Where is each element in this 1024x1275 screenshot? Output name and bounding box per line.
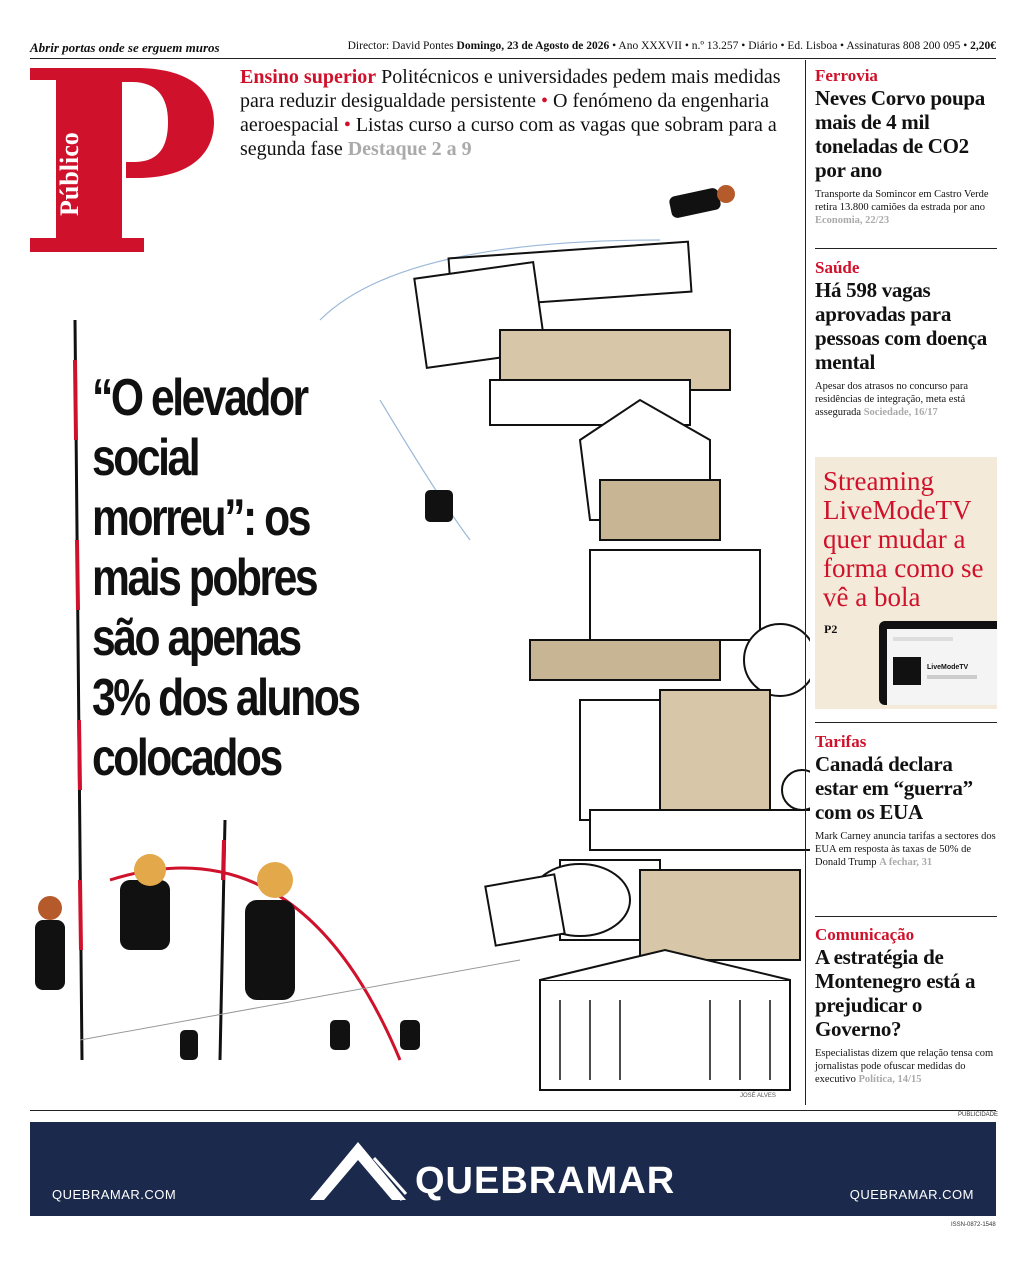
divider (815, 722, 997, 723)
item-title: A estratégia de Montenegro está a prejudicar o Governo? (815, 945, 976, 1041)
screen-label: LiveModeTV (927, 664, 969, 671)
item-lede: Apesar dos atrasos no concurso para residências de integração, meta está assegurada Sociedade, 16/17 (815, 381, 969, 418)
issn: ISSN-0872-1548 (951, 1222, 996, 1228)
sidebar (805, 60, 997, 1105)
sidebar-item-saude[interactable] (815, 258, 997, 419)
director: Director: David Pontes (347, 40, 454, 52)
quebramar-logo-icon (308, 1140, 408, 1202)
item-title: Neves Corvo poupa mais de 4 mil toneladas de CO2 por ano (815, 86, 985, 182)
item-title: Há 598 vagas aprovadas para pessoas com doença mental (815, 278, 987, 374)
item-kicker: Ferrovia (815, 66, 878, 85)
item-page-ref: Economia, 22/23 (815, 215, 890, 226)
promo-section: P2 (824, 622, 838, 636)
divider (30, 1110, 996, 1111)
bullet: • (540, 90, 548, 112)
item-lede: Mark Carney anuncia tarifas a sectores dos EUA em resposta às taxas de 50% de Donald Trump A fechar, 31 (815, 831, 996, 868)
sidebar-item-comunicacao[interactable] (815, 925, 997, 1086)
item-lede: Especialistas dizem que relação tensa com jornalistas pode ofuscar medidas do executivo Política, 14/15 (815, 1048, 994, 1085)
lead-text-1: Politécnicos e universidades pedem mais medidas para reduzir desigualdade persistente (240, 66, 781, 112)
promo-title: Streaming LiveModeTV quer mudar a forma como se vê a bola (823, 466, 984, 612)
item-title: Canadá declara estar em “guerra” com os EUA (815, 752, 973, 824)
item-kicker: Comunicação (815, 925, 915, 944)
laptop-screen-icon (875, 617, 997, 707)
lead-kicker: Ensino superior (240, 66, 377, 88)
issue-details: • Ano XXXVII • n.º 13.257 • Diário • Ed. Lisboa • Assinaturas 808 200 095 • (612, 40, 968, 52)
issue-info (348, 40, 996, 52)
promo-p2[interactable] (815, 457, 997, 709)
item-kicker: Saúde (815, 258, 860, 277)
advert-label: PUBLICIDADE (958, 1112, 999, 1118)
logo-wordmark: Público (55, 132, 84, 216)
sidebar-item-ferrovia[interactable] (815, 66, 997, 227)
advert-url-right: QUEBRAMAR.COM (849, 1187, 974, 1202)
advert-brand: QUEBRAMAR (415, 1160, 676, 1202)
item-page-ref: Política, 14/15 (858, 1074, 922, 1085)
advert-banner[interactable] (30, 1122, 996, 1216)
divider (815, 916, 997, 917)
lead-text-2: O fenómeno da engenharia aeroespacial (240, 90, 770, 136)
lead-page-ref: Destaque 2 a 9 (347, 138, 472, 160)
illustration-credit: JOSÉ ALVES (740, 1093, 776, 1099)
lead-teaser[interactable] (240, 65, 800, 161)
divider (815, 248, 997, 249)
item-page-ref: Sociedade, 16/17 (863, 407, 938, 418)
main-headline[interactable]: “O elevador social morreu”: os mais pobres são apenas 3% dos alunos colocados (92, 369, 359, 787)
masthead-bar (30, 36, 996, 59)
bullet: • (343, 114, 351, 136)
sidebar-item-tarifas[interactable] (815, 732, 997, 869)
item-kicker: Tarifas (815, 732, 867, 751)
lead-text-3: Listas curso a curso com as vagas que sobram para a segunda fase (240, 114, 777, 160)
item-lede: Transporte da Somincor em Castro Verde retira 13.800 camiões da estrada por ano Economia, 22/23 (815, 189, 989, 226)
price: 2,20€ (970, 40, 996, 52)
slogan: Abrir portas onde se erguem muros (30, 40, 220, 55)
advert-url-left: QUEBRAMAR.COM (52, 1187, 177, 1202)
item-page-ref: A fechar, 31 (879, 857, 933, 868)
date: Domingo, 23 de Agosto de 2026 (456, 40, 610, 52)
